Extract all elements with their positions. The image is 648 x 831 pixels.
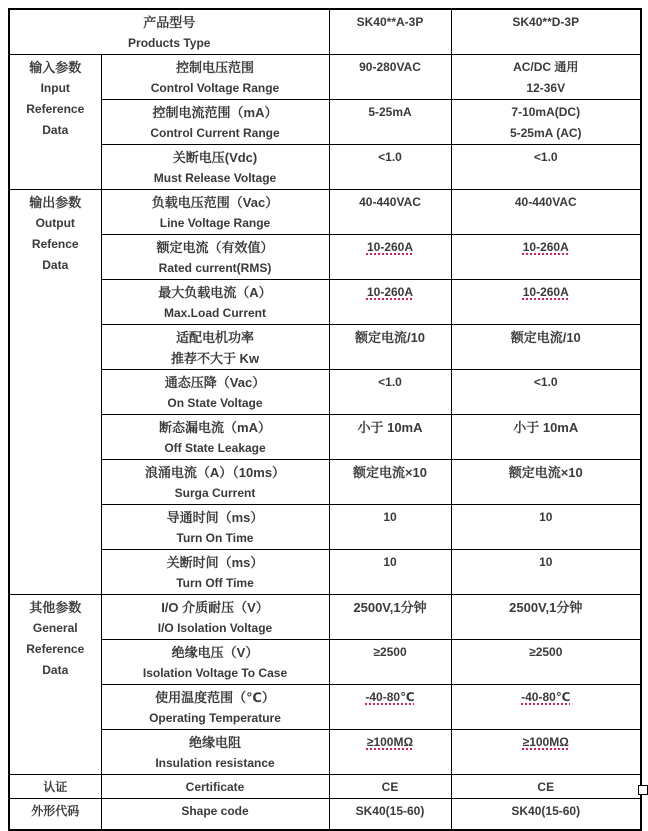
value-line: 10 xyxy=(539,555,553,569)
value-line: 10-260A xyxy=(366,240,414,254)
param-cell xyxy=(101,415,329,460)
param-en: Off State Leakage xyxy=(164,441,266,455)
param-cell xyxy=(101,640,329,685)
row-isolation-voltage-to-case xyxy=(9,640,641,685)
row-products-type xyxy=(9,9,641,55)
param-zh: 通态压降（Vac） xyxy=(164,375,266,390)
param-en: Line Voltage Range xyxy=(159,216,271,230)
value-a xyxy=(329,685,451,730)
row-off-state-leakage xyxy=(9,415,641,460)
value-a xyxy=(329,550,451,595)
param-cell xyxy=(101,235,329,280)
model-a-header: SK40**A-3P xyxy=(329,9,451,55)
param-cell xyxy=(101,505,329,550)
value-d xyxy=(451,145,641,190)
value-a xyxy=(329,325,451,370)
param-zh: 绝缘电阻 xyxy=(188,735,241,750)
value-d xyxy=(451,190,641,235)
value-a xyxy=(329,640,451,685)
param-cell xyxy=(101,460,329,505)
value-d xyxy=(451,730,641,775)
category-input xyxy=(9,55,101,190)
category-general-en-2: Reference xyxy=(26,642,85,656)
value-line: 5-25mA xyxy=(368,105,412,119)
value-a xyxy=(329,460,451,505)
value-line: 10-260A xyxy=(522,285,569,299)
param-zh: 控制电流范围（mA） xyxy=(152,105,278,120)
row-shape-code xyxy=(9,799,641,830)
row-surge-current xyxy=(9,460,641,505)
param-en: Operating Temperature xyxy=(149,711,281,725)
param-zh: I/O 介质耐压（V） xyxy=(161,600,269,615)
category-input-en-3: Data xyxy=(42,123,69,137)
row-rated-current xyxy=(9,235,641,280)
param-cell: Certificate xyxy=(101,775,329,799)
value-line: ≥2500 xyxy=(529,645,563,659)
param-en: Surga Current xyxy=(174,486,256,500)
value-a: SK40(15-60) xyxy=(329,799,451,830)
param-zh: 额定电流（有效值） xyxy=(156,240,274,255)
value-line: -40-80℃ xyxy=(521,690,571,704)
value-line: 额定电流×10 xyxy=(508,465,583,480)
category-output xyxy=(9,190,101,595)
category-input-en-2: Reference xyxy=(26,102,85,116)
value-line: ≥100MΩ xyxy=(366,735,414,749)
value-d xyxy=(451,370,641,415)
value-a xyxy=(329,370,451,415)
value-line: 10-260A xyxy=(366,285,414,299)
value-a xyxy=(329,145,451,190)
param-zh: 使用温度范围（℃） xyxy=(155,690,275,705)
value-line: -40-80℃ xyxy=(365,690,415,704)
value-a xyxy=(329,280,451,325)
value-a xyxy=(329,415,451,460)
param-cell xyxy=(101,550,329,595)
value-d: CE xyxy=(451,775,641,799)
value-d xyxy=(451,415,641,460)
value-line: 额定电流/10 xyxy=(510,330,581,345)
param-cell: Shape code xyxy=(101,799,329,830)
value-line: 10 xyxy=(383,555,397,569)
model-d-header: SK40**D-3P xyxy=(451,9,641,55)
value-d xyxy=(451,595,641,640)
value-line: 40-440VAC xyxy=(514,195,577,209)
value-d xyxy=(451,55,641,100)
value-a xyxy=(329,190,451,235)
param-cell xyxy=(101,190,329,235)
value-a xyxy=(329,595,451,640)
param-en: Insulation resistance xyxy=(155,756,275,770)
category-output-zh: 输出参数 xyxy=(29,195,82,210)
param-zh: 浪涌电流（A）（10ms） xyxy=(144,465,286,480)
value-line: 10 xyxy=(383,510,397,524)
value-d xyxy=(451,325,641,370)
param-en: Turn On Time xyxy=(176,531,254,545)
param-en: Turn Off Time xyxy=(176,576,254,590)
param-cell xyxy=(101,280,329,325)
value-line: <1.0 xyxy=(378,150,402,164)
row-control-voltage-range xyxy=(9,55,641,100)
row-max-load-current xyxy=(9,280,641,325)
value-line: 7-10mA(DC) xyxy=(511,105,581,119)
spec-table xyxy=(8,8,642,831)
category-general xyxy=(9,595,101,775)
category-general-en-1: General xyxy=(32,621,78,635)
value-line: 额定电流×10 xyxy=(352,465,428,480)
products-type-cell xyxy=(9,9,329,55)
value-line: 10-260A xyxy=(522,240,569,254)
param-en: I/O Isolation Voltage xyxy=(157,621,273,635)
value-line: <1.0 xyxy=(533,375,558,389)
param-cell xyxy=(101,730,329,775)
value-line: 额定电流/10 xyxy=(354,330,426,345)
row-io-isolation-voltage xyxy=(9,595,641,640)
row-certificate xyxy=(9,775,641,799)
value-d xyxy=(451,685,641,730)
value-line: <1.0 xyxy=(533,150,558,164)
value-d xyxy=(451,505,641,550)
param-en: On State Voltage xyxy=(167,396,263,410)
param-zh: 负载电压范围（Vac） xyxy=(151,195,279,210)
param-zh: 断态漏电流（mA） xyxy=(159,420,271,435)
value-d xyxy=(451,460,641,505)
value-d xyxy=(451,280,641,325)
param-cell xyxy=(101,685,329,730)
value-d: SK40(15-60) xyxy=(451,799,641,830)
value-a xyxy=(329,505,451,550)
param-zh: 绝缘电压（V） xyxy=(171,645,259,660)
param-cell xyxy=(101,100,329,145)
value-line: 12-36V xyxy=(526,81,566,95)
row-turn-off-time xyxy=(9,550,641,595)
category-general-zh: 其他参数 xyxy=(29,600,82,615)
param-cell xyxy=(101,370,329,415)
category-output-en-1: Output xyxy=(35,216,75,230)
param-zh: 最大负载电流（A） xyxy=(158,285,272,300)
category-certificate: 认证 xyxy=(9,775,101,799)
value-d xyxy=(451,100,641,145)
param-zh: 控制电压范围 xyxy=(175,60,254,75)
row-motor-power xyxy=(9,325,641,370)
value-a xyxy=(329,730,451,775)
value-d xyxy=(451,235,641,280)
value-d xyxy=(451,640,641,685)
category-shape-code: 外形代码 xyxy=(9,799,101,830)
param-cell xyxy=(101,325,329,370)
value-line: 90-280VAC xyxy=(359,60,421,74)
param-en: Control Voltage Range xyxy=(150,81,280,95)
param-en: Must Release Voltage xyxy=(153,171,277,185)
param-zh: 适配电机功率 xyxy=(175,330,254,345)
row-turn-on-time xyxy=(9,505,641,550)
param-en: Rated current(RMS) xyxy=(158,261,272,275)
category-output-en-2: Refence xyxy=(31,237,79,251)
row-line-voltage-range xyxy=(9,190,641,235)
category-input-en-1: Input xyxy=(40,81,70,95)
row-must-release-voltage xyxy=(9,145,641,190)
value-line: 2500V,1分钟 xyxy=(353,600,427,615)
param-cell xyxy=(101,55,329,100)
category-general-en-3: Data xyxy=(42,663,69,677)
param-cell xyxy=(101,595,329,640)
products-type-zh: 产品型号 xyxy=(143,15,196,30)
value-line: 2500V,1分钟 xyxy=(509,600,583,615)
value-a: CE xyxy=(329,775,451,799)
value-line: <1.0 xyxy=(378,375,402,389)
param-en: Isolation Voltage To Case xyxy=(142,666,288,680)
value-line: ≥100MΩ xyxy=(522,735,569,749)
value-line: 10 xyxy=(539,510,553,524)
value-line: 小于 10mA xyxy=(357,420,423,435)
value-a xyxy=(329,55,451,100)
param-zh: 关断时间（ms） xyxy=(166,555,264,570)
param-en: Max.Load Current xyxy=(163,306,266,320)
category-input-zh: 输入参数 xyxy=(29,60,82,75)
products-type-en: Products Type xyxy=(128,36,211,50)
value-line: 5-25mA (AC) xyxy=(509,126,582,140)
row-operating-temperature xyxy=(9,685,641,730)
row-insulation-resistance xyxy=(9,730,641,775)
param-cell xyxy=(101,145,329,190)
row-control-current-range xyxy=(9,100,641,145)
value-a xyxy=(329,235,451,280)
value-a xyxy=(329,100,451,145)
param-en: Control Current Range xyxy=(150,126,280,140)
row-on-state-voltage xyxy=(9,370,641,415)
value-line: 40-440VAC xyxy=(359,195,421,209)
param-zh-2: 推荐不大于 Kw xyxy=(170,351,260,366)
value-line: 小于 10mA xyxy=(513,420,579,435)
value-d xyxy=(451,550,641,595)
value-line: ≥2500 xyxy=(373,645,407,659)
table-resize-handle[interactable] xyxy=(638,785,648,795)
value-line: AC/DC 通用 xyxy=(513,60,579,74)
param-zh: 导通时间（ms） xyxy=(166,510,264,525)
category-output-en-3: Data xyxy=(42,258,69,272)
param-zh: 关断电压(Vdc) xyxy=(172,150,258,165)
